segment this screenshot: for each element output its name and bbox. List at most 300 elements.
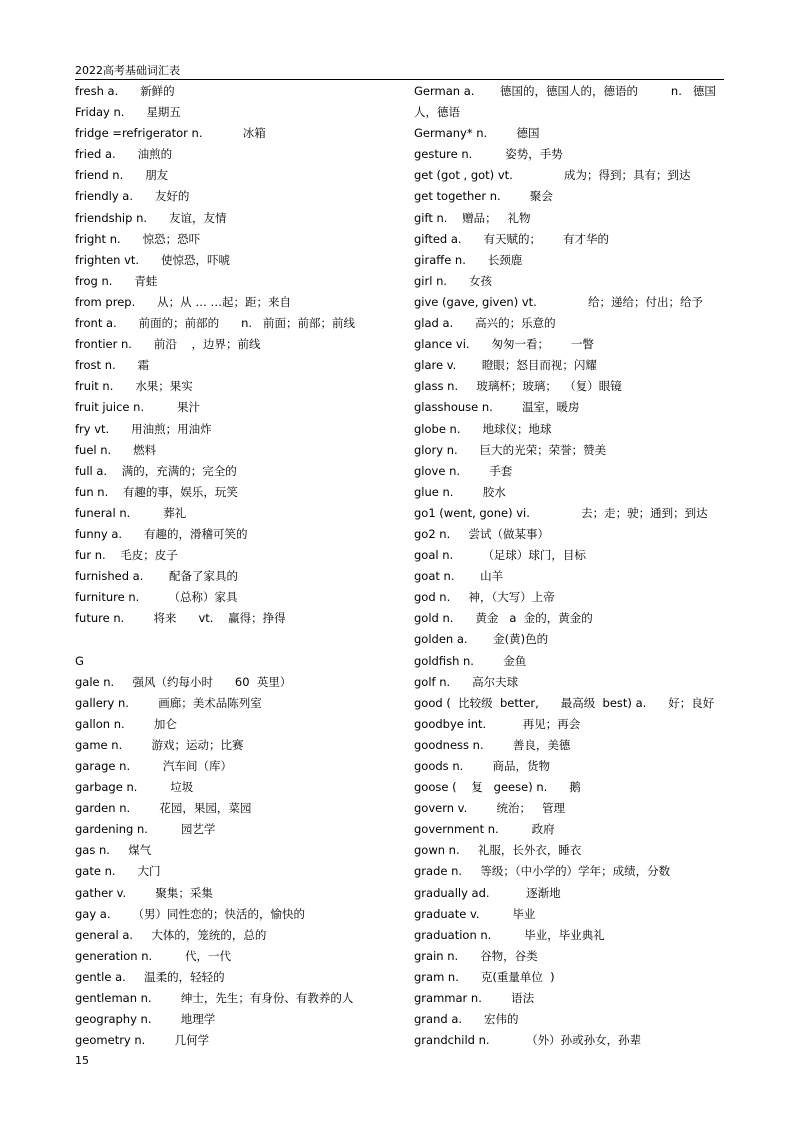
entry-spacing bbox=[501, 189, 530, 203]
entry-word: fuel n. bbox=[75, 442, 112, 457]
entry-word: gather v. bbox=[75, 885, 127, 900]
entry-spacing bbox=[152, 949, 185, 963]
entry-spacing bbox=[151, 1012, 180, 1026]
vocab-entry bbox=[75, 840, 405, 861]
entry-spacing bbox=[458, 379, 476, 393]
entry-definition-continued: 人，德语 bbox=[414, 105, 460, 120]
entry-word: girl n. bbox=[414, 273, 448, 288]
vocab-entry bbox=[414, 482, 726, 503]
entry-word: get (got , got) vt. bbox=[414, 168, 513, 183]
entry-definition: （足球）球门，目标 bbox=[482, 548, 586, 563]
entry-word: geometry n. bbox=[75, 1033, 146, 1048]
entry-word: future n. bbox=[75, 611, 125, 626]
vocab-entry bbox=[75, 861, 405, 882]
vocab-entry bbox=[75, 735, 405, 756]
entry-word: goodbye int. bbox=[414, 716, 487, 731]
entry-spacing bbox=[537, 295, 588, 309]
entry-word: gradually ad. bbox=[414, 885, 490, 900]
vocab-entry bbox=[75, 672, 405, 693]
entry-spacing bbox=[482, 991, 511, 1005]
entry-spacing bbox=[121, 232, 143, 246]
vocab-entry bbox=[75, 229, 405, 250]
vocab-entry bbox=[414, 144, 726, 165]
vocab-entry bbox=[75, 313, 405, 334]
vocab-entry bbox=[414, 165, 726, 186]
entry-word: goat n. bbox=[414, 569, 455, 584]
entry-definition: 姿势，手势 bbox=[505, 147, 563, 162]
entry-word: Germany* n. bbox=[414, 126, 488, 141]
entry-spacing bbox=[122, 738, 151, 752]
entry-definition: 大体的，笼统的，总的 bbox=[151, 927, 267, 942]
vocab-entry bbox=[75, 419, 405, 440]
entry-definition: 油煎的 bbox=[137, 147, 173, 162]
blank-line bbox=[75, 629, 405, 650]
entry-definition: 友谊，友情 bbox=[168, 210, 227, 225]
entry-word: fried a. bbox=[75, 147, 116, 162]
entry-definition: 尝试（做某事） bbox=[468, 526, 550, 541]
vocab-entry bbox=[75, 81, 405, 102]
entry-spacing bbox=[125, 717, 154, 731]
entry-definition: 青蛙 bbox=[134, 273, 158, 288]
entry-definition: 用油煎；用油炸 bbox=[131, 421, 212, 436]
vocab-entry bbox=[75, 967, 405, 988]
entry-definition: 前沿 ，边界；前线 bbox=[153, 337, 261, 352]
vocab-entry bbox=[414, 186, 726, 207]
vocab-entry bbox=[75, 334, 405, 355]
entry-definition: 谷物，谷类 bbox=[480, 948, 538, 963]
entry-spacing bbox=[111, 443, 133, 457]
vocab-entry bbox=[75, 587, 405, 608]
entry-definition: 有天赋的； 有才华的 bbox=[483, 231, 609, 246]
entry-spacing bbox=[139, 590, 168, 604]
entry-definition: 友好的 bbox=[154, 189, 190, 204]
entry-definition: 水果；果实 bbox=[135, 379, 193, 394]
entry-definition: 花园，果园，菜园 bbox=[159, 801, 252, 816]
entry-word: glass n. bbox=[414, 379, 459, 394]
entry-definition: 赠品； 礼物 bbox=[462, 210, 531, 225]
vocab-entry bbox=[414, 503, 726, 524]
vocab-entry bbox=[75, 186, 405, 207]
vocab-entry bbox=[414, 967, 726, 988]
entry-definition: 瞪眼；怒目而视；闪耀 bbox=[481, 358, 597, 373]
entry-word: garbage n. bbox=[75, 780, 138, 795]
entry-spacing bbox=[468, 632, 494, 646]
entry-spacing bbox=[460, 464, 489, 478]
vocab-entry bbox=[414, 524, 726, 545]
entry-definition: （男）同性恋的；快活的，愉快的 bbox=[132, 906, 305, 921]
entry-word: German a. bbox=[414, 84, 475, 98]
vocab-entry bbox=[414, 334, 726, 355]
entry-word: glue n. bbox=[414, 484, 454, 499]
entry-spacing bbox=[513, 168, 564, 182]
entry-definition: 有趣的事，娱乐，玩笑 bbox=[122, 484, 238, 499]
entry-spacing bbox=[126, 970, 144, 984]
entry-spacing bbox=[530, 506, 581, 520]
entry-definition: 金鱼 bbox=[503, 653, 527, 668]
entry-word: gesture n. bbox=[414, 147, 473, 162]
vocab-entry bbox=[75, 482, 405, 503]
entry-word: fridge =refrigerator n. bbox=[75, 126, 203, 141]
entry-definition: 语法 bbox=[511, 991, 535, 1006]
entry-word: frighten vt. bbox=[75, 252, 140, 267]
entry-spacing bbox=[461, 422, 483, 436]
entry-word: glare v. bbox=[414, 358, 457, 373]
entry-word: game n. bbox=[75, 737, 123, 752]
entry-spacing bbox=[484, 738, 513, 752]
vocab-entry bbox=[414, 946, 726, 967]
vocab-entry bbox=[414, 608, 726, 629]
entry-word: grammar n. bbox=[414, 991, 482, 1006]
entry-spacing bbox=[202, 126, 242, 140]
page-number: 15 bbox=[75, 1054, 89, 1067]
entry-definition: 大门 bbox=[137, 864, 161, 879]
vocab-entry bbox=[414, 861, 726, 882]
vocab-entry bbox=[414, 250, 726, 271]
entry-definition: 温室，暖房 bbox=[522, 400, 580, 415]
entry-spacing bbox=[462, 864, 480, 878]
entry-definition: 比较级 better, 最高级 best) a. 好；良好 bbox=[458, 695, 715, 710]
entry-word: graduate v. bbox=[414, 906, 480, 921]
entry-spacing bbox=[450, 527, 468, 541]
vocab-entry bbox=[75, 693, 405, 714]
entry-spacing bbox=[474, 654, 503, 668]
vocab-entry bbox=[75, 123, 405, 144]
vocab-entry bbox=[414, 756, 726, 777]
entry-spacing bbox=[116, 864, 138, 878]
entry-definition: 绅士，先生；有身份、有教养的人 bbox=[180, 991, 354, 1006]
entry-word: friend n. bbox=[75, 168, 124, 183]
entry-spacing bbox=[130, 801, 159, 815]
entry-spacing bbox=[135, 295, 157, 309]
entry-definition: 垃圾 bbox=[170, 780, 194, 795]
vocab-entry bbox=[414, 629, 726, 650]
entry-spacing bbox=[145, 1033, 174, 1047]
entry-spacing bbox=[458, 949, 480, 963]
header-divider bbox=[75, 79, 724, 80]
entry-word: friendly a. bbox=[75, 189, 133, 204]
entry-definition: 霜 bbox=[137, 358, 150, 373]
entry-definition: 给；递给；付出；给予 bbox=[588, 294, 704, 309]
entry-definition: （外）孙或孙女，孙辈 bbox=[526, 1033, 642, 1048]
vocab-entry bbox=[75, 566, 405, 587]
entry-spacing bbox=[462, 232, 484, 246]
vocab-entry bbox=[414, 840, 726, 861]
entry-definition: 宏伟的 bbox=[483, 1012, 519, 1027]
entry-spacing bbox=[447, 274, 469, 288]
entry-word: funeral n. bbox=[75, 505, 131, 520]
vocab-entry bbox=[75, 819, 405, 840]
entry-word: gardening n. bbox=[75, 822, 148, 837]
left-vocab-column bbox=[75, 81, 405, 1051]
entry-definition: 朋友 bbox=[145, 168, 169, 183]
entry-spacing bbox=[470, 337, 492, 351]
entry-spacing bbox=[447, 211, 462, 225]
vocab-entry bbox=[75, 144, 405, 165]
vocab-entry bbox=[414, 208, 726, 229]
entry-word: golden a. bbox=[414, 632, 468, 647]
entry-word: furniture n. bbox=[75, 590, 140, 605]
entry-word: gold n. bbox=[414, 611, 454, 626]
entry-definition: 汽车间（库） bbox=[163, 759, 233, 773]
entry-spacing bbox=[463, 759, 492, 773]
entry-spacing bbox=[116, 147, 138, 161]
vocab-entry bbox=[414, 883, 726, 904]
entry-spacing bbox=[108, 485, 123, 499]
entry-spacing bbox=[450, 590, 468, 604]
entry-definition: 高兴的；乐意的 bbox=[475, 316, 556, 331]
vocab-entry bbox=[414, 672, 726, 693]
entry-spacing bbox=[130, 506, 163, 520]
entry-definition: 聚会 bbox=[529, 189, 553, 204]
entry-spacing bbox=[147, 211, 169, 225]
vocab-entry bbox=[75, 946, 405, 967]
entry-definition: 温柔的，轻轻的 bbox=[144, 969, 225, 984]
entry-word: friendship n. bbox=[75, 210, 148, 225]
entry-word: general a. bbox=[75, 927, 134, 942]
vocab-entry bbox=[75, 925, 405, 946]
entry-definition: 长颈鹿 bbox=[487, 252, 523, 267]
entry-word: gallery n. bbox=[75, 695, 129, 710]
entry-word: goods n. bbox=[414, 759, 464, 773]
vocab-entry bbox=[75, 461, 405, 482]
entry-word: frontier n. bbox=[75, 337, 132, 352]
entry-definition: 代，一代 bbox=[185, 948, 232, 963]
vocab-entry bbox=[75, 102, 405, 123]
vocab-entry bbox=[75, 904, 405, 925]
entry-word: goodness n. bbox=[414, 737, 484, 752]
entry-word: geography n. bbox=[75, 1012, 152, 1027]
entry-definition: 前面的；前部的 n. 前面；前部；前线 bbox=[138, 316, 355, 331]
entry-spacing bbox=[460, 843, 478, 857]
entry-definition: 使惊恐，吓唬 bbox=[161, 252, 230, 267]
entry-definition: 等级；（中小学的）学年；成绩，分数 bbox=[480, 864, 671, 879]
vocab-entry bbox=[75, 503, 405, 524]
vocab-entry bbox=[414, 988, 726, 1009]
vocab-entry bbox=[75, 1009, 405, 1030]
entry-spacing bbox=[107, 464, 122, 478]
entry-word: gifted a. bbox=[414, 231, 462, 246]
entry-word: giraffe n. bbox=[414, 252, 466, 267]
vocab-entry bbox=[414, 1009, 726, 1030]
entry-word: G bbox=[75, 653, 84, 668]
entry-spacing bbox=[113, 379, 135, 393]
vocab-entry bbox=[75, 883, 405, 904]
entry-definition: 德国 bbox=[516, 126, 540, 141]
entry-word: full a. bbox=[75, 463, 108, 478]
entry-spacing bbox=[491, 928, 524, 942]
entry-spacing bbox=[462, 1012, 484, 1026]
entry-word: gentleman n. bbox=[75, 991, 152, 1006]
entry-word: go2 n. bbox=[414, 526, 451, 541]
entry-word: govern v. bbox=[414, 801, 468, 816]
entry-spacing bbox=[143, 569, 169, 583]
entry-word: fresh a. bbox=[75, 84, 119, 98]
entry-spacing bbox=[466, 253, 488, 267]
entry-definition: 从；从 … …起；距；来自 bbox=[157, 294, 291, 309]
entry-spacing bbox=[123, 168, 145, 182]
entry-definition: 冰箱 bbox=[242, 126, 266, 141]
vocab-entry bbox=[75, 292, 405, 313]
vocab-entry bbox=[75, 250, 405, 271]
entry-word: go1 (went, gone) vi. bbox=[414, 505, 530, 520]
entry-spacing bbox=[458, 443, 480, 457]
entry-spacing bbox=[453, 485, 482, 499]
vocab-entry bbox=[75, 271, 405, 292]
entry-definition: 配备了家具的 bbox=[168, 569, 238, 584]
entry-definition: 毛皮；皮子 bbox=[120, 548, 178, 563]
entry-definition: 满的，充满的；完全的 bbox=[121, 463, 237, 478]
entry-word: god n. bbox=[414, 590, 451, 605]
entry-word: furnished a. bbox=[75, 569, 144, 584]
vocab-entry bbox=[75, 355, 405, 376]
vocab-entry bbox=[414, 566, 726, 587]
entry-definition: 将来 vt. 赢得；挣得 bbox=[153, 611, 286, 626]
vocab-entry bbox=[75, 1030, 405, 1051]
entry-word: gallon n. bbox=[75, 716, 125, 731]
entry-word: goal n. bbox=[414, 548, 454, 563]
entry-spacing bbox=[472, 147, 505, 161]
entry-definition: 几何学 bbox=[174, 1033, 210, 1048]
entry-word: gale n. bbox=[75, 674, 115, 689]
entry-word: grandchild n. bbox=[414, 1033, 490, 1048]
entry-definition: 惊恐；恐吓 bbox=[142, 231, 201, 246]
entry-word: golf n. bbox=[414, 674, 451, 689]
entry-definition: 女孩 bbox=[468, 273, 492, 288]
vocab-entry bbox=[75, 208, 405, 229]
entry-spacing bbox=[126, 886, 155, 900]
entry-word: give (gave, given) vt. bbox=[414, 294, 537, 309]
entry-definition: 毕业，毕业典礼 bbox=[524, 927, 605, 942]
vocab-entry bbox=[414, 925, 726, 946]
entry-word: glance vi. bbox=[414, 337, 470, 352]
vocab-entry bbox=[414, 545, 726, 566]
entry-definition: 玻璃杯；玻璃； （复）眼镜 bbox=[476, 379, 622, 394]
entry-definition: 地理学 bbox=[180, 1012, 216, 1027]
entry-definition: 金(黄)色的 bbox=[493, 632, 549, 647]
vocab-entry bbox=[75, 714, 405, 735]
entry-spacing bbox=[118, 84, 140, 98]
entry-word: grain n. bbox=[414, 948, 459, 963]
entry-spacing bbox=[490, 886, 527, 900]
entry-definition: 商品，货物 bbox=[492, 759, 551, 773]
entry-word: goldfish n. bbox=[414, 653, 474, 668]
entry-spacing bbox=[133, 928, 151, 942]
entry-definition: 葬礼 bbox=[163, 505, 187, 520]
entry-spacing bbox=[137, 780, 170, 794]
entry-spacing bbox=[106, 548, 121, 562]
entry-spacing bbox=[122, 527, 144, 541]
entry-spacing bbox=[124, 105, 146, 119]
vocab-entry bbox=[414, 651, 726, 672]
entry-spacing bbox=[450, 675, 472, 689]
entry-definition: 再见；再会 bbox=[522, 716, 581, 731]
entry-spacing bbox=[112, 274, 134, 288]
vocab-entry bbox=[414, 397, 726, 418]
vocab-entry bbox=[414, 819, 726, 840]
entry-spacing bbox=[139, 253, 161, 267]
vocab-entry bbox=[414, 81, 726, 102]
vocab-entry bbox=[414, 798, 726, 819]
entry-word: fry vt. bbox=[75, 421, 110, 436]
entry-definition: 匆匆一看； 一瞥 bbox=[491, 337, 594, 352]
entry-word: gift n. bbox=[414, 210, 448, 225]
entry-definition: 巨大的光荣；荣誉；赞美 bbox=[479, 442, 607, 457]
entry-spacing bbox=[453, 316, 475, 330]
entry-word: globe n. bbox=[414, 421, 461, 436]
entry-definition: 强风（约每小时 60 英里） bbox=[132, 674, 292, 689]
entry-spacing bbox=[152, 991, 181, 1005]
entry-word: garden n. bbox=[75, 801, 131, 816]
entry-spacing bbox=[132, 337, 154, 351]
entry-spacing bbox=[480, 907, 513, 921]
entry-definition: 政府 bbox=[531, 822, 555, 837]
entry-spacing bbox=[453, 611, 475, 625]
entry-word: fruit juice n. bbox=[75, 400, 145, 415]
entry-spacing bbox=[117, 316, 139, 330]
entry-word: government n. bbox=[414, 822, 499, 837]
entry-definition: 地球仪；地球 bbox=[482, 421, 552, 436]
entry-spacing bbox=[148, 822, 181, 836]
entry-spacing bbox=[130, 759, 163, 773]
vocab-entry bbox=[75, 988, 405, 1009]
vocab-entry bbox=[75, 545, 405, 566]
vocab-entry bbox=[414, 1030, 726, 1051]
entry-word: glad a. bbox=[414, 316, 454, 331]
entry-word: Friday n. bbox=[75, 105, 125, 120]
entry-spacing bbox=[456, 358, 482, 372]
entry-definition: （总称）家具 bbox=[168, 590, 238, 605]
entry-definition: 手套 bbox=[489, 463, 513, 478]
entry-definition: 新鲜的 bbox=[140, 84, 175, 98]
vocab-entry bbox=[414, 587, 726, 608]
entry-definition: 毕业 bbox=[512, 906, 536, 921]
entry-definition: 善良，美德 bbox=[512, 737, 571, 752]
entry-spacing bbox=[453, 548, 482, 562]
entry-word: fright n. bbox=[75, 231, 121, 246]
entry-definition: 燃料 bbox=[133, 442, 157, 457]
entry-definition: 复 geese) n. 鹅 bbox=[471, 780, 581, 795]
entry-spacing bbox=[467, 801, 496, 815]
entry-spacing bbox=[486, 717, 523, 731]
entry-word: frog n. bbox=[75, 273, 113, 288]
entry-definition: 有趣的，滑稽可笑的 bbox=[144, 526, 248, 541]
vocab-entry bbox=[414, 292, 726, 313]
entry-word: fur n. bbox=[75, 548, 106, 563]
vocab-entry bbox=[75, 165, 405, 186]
entry-word: grand a. bbox=[414, 1012, 463, 1027]
vocab-entry bbox=[414, 419, 726, 440]
entry-spacing bbox=[133, 189, 155, 203]
entry-definition: 画廊；美术品陈列室 bbox=[158, 695, 262, 710]
vocab-entry bbox=[414, 904, 726, 925]
vocab-entry bbox=[75, 440, 405, 461]
entry-word: garage n. bbox=[75, 759, 131, 773]
entry-definition: 黄金 a 金的，黄金的 bbox=[475, 611, 593, 626]
vocab-entry bbox=[414, 714, 726, 735]
vocab-entry bbox=[414, 693, 726, 714]
entry-definition: 游戏；运动；比赛 bbox=[151, 737, 244, 752]
entry-word: grade n. bbox=[414, 864, 463, 879]
entry-spacing bbox=[109, 422, 131, 436]
entry-spacing bbox=[457, 780, 472, 794]
vocab-entry bbox=[414, 355, 726, 376]
entry-word: goose ( bbox=[414, 780, 457, 795]
entry-definition: 神，（大写）上帝 bbox=[468, 590, 555, 605]
entry-spacing bbox=[455, 569, 481, 583]
entry-word: glasshouse n. bbox=[414, 400, 493, 415]
entry-definition: 德国的，德国人的，德语的 n. 德国 bbox=[500, 84, 716, 98]
vocab-entry bbox=[414, 735, 726, 756]
